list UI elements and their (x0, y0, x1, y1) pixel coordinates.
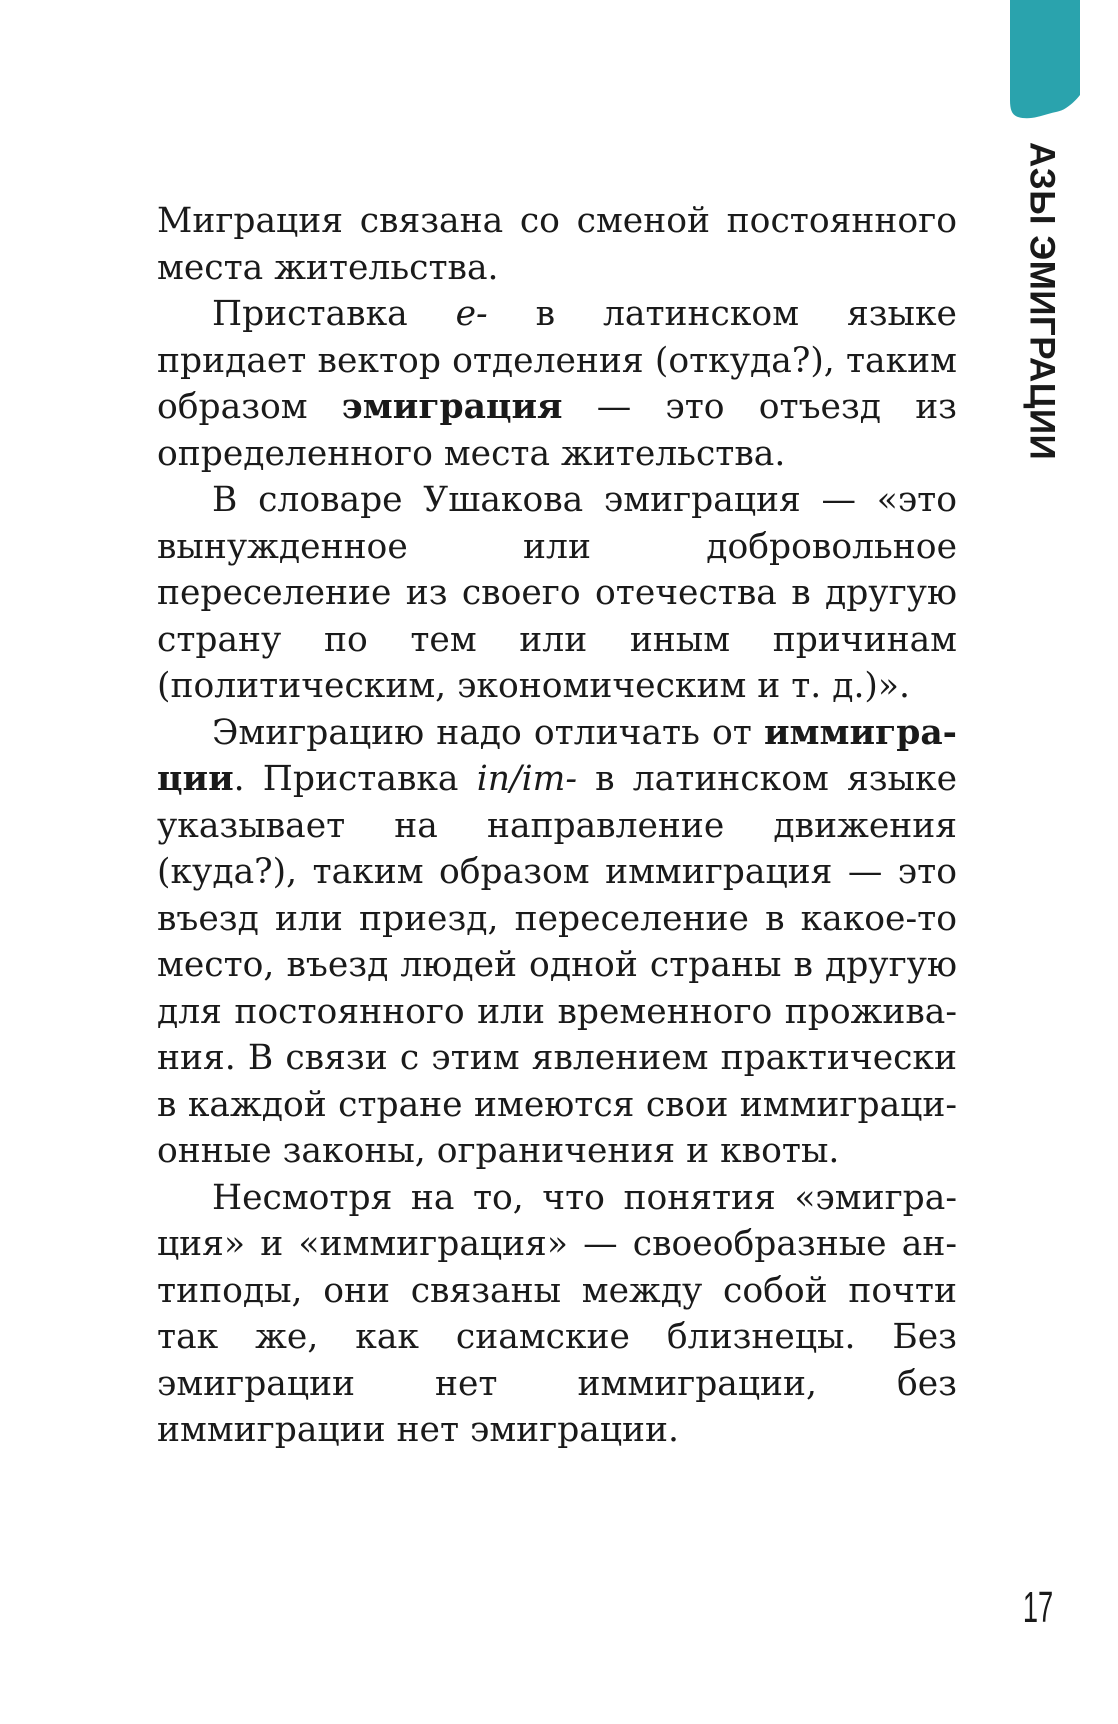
running-head-text: АЗЫ ЭМИГРАЦИИ (1022, 142, 1062, 461)
text-segment: В словаре Ушакова эмиграция — «это вынужденное или добровольное переселение из своего отечества в другую страну по тем или иным причинам (политическим, экономическим и т. д.)». (157, 480, 957, 706)
paragraph (157, 477, 957, 710)
paragraph (157, 291, 957, 477)
paragraph (157, 198, 957, 291)
bold-term: эмиграция (341, 387, 563, 427)
text-segment: — это отъезд из определенного места жительства. (157, 387, 957, 474)
paragraph (157, 1175, 957, 1454)
text-segment: Эмиграцию надо отличать от (212, 712, 764, 753)
chapter-tab-decoration (1000, 0, 1080, 125)
text-segment: Несмотря на то, что понятия «эмиграция» и «иммиграция» — своеобразные антиподы, они связаны между собой почти так же, как сиамские близнецы. Без эмиграции нет иммиграции, без иммиграции нет эмиграции. (157, 1177, 957, 1450)
text-segment: . Приставка (233, 759, 477, 799)
text-segment: в латинском языке придает вектор отделения (откуда?), таким образом (157, 294, 957, 427)
italic-prefix: е- (455, 294, 488, 334)
text-segment: Приставка (212, 294, 456, 334)
bold-term: иммиграции (157, 712, 957, 799)
italic-prefix: in/im- (476, 759, 577, 799)
page-number: 17 (1022, 1583, 1054, 1632)
text-segment: в латинском языке указывает на направление движения (куда?), таким образом иммиграция — это въезд или приезд, переселение в какое-то место, въезд людей одной страны в другую для постоянного или временного проживания. В связи с этим явлением практически в каждой стране имеются свои иммиграционные законы, ограничения и квоты. (157, 759, 957, 1171)
body-text (157, 198, 957, 1454)
text-segment: Миграция связана со сменой постоянного места жительства. (157, 201, 957, 288)
paragraph (157, 710, 957, 1175)
running-head (1010, 138, 1074, 461)
